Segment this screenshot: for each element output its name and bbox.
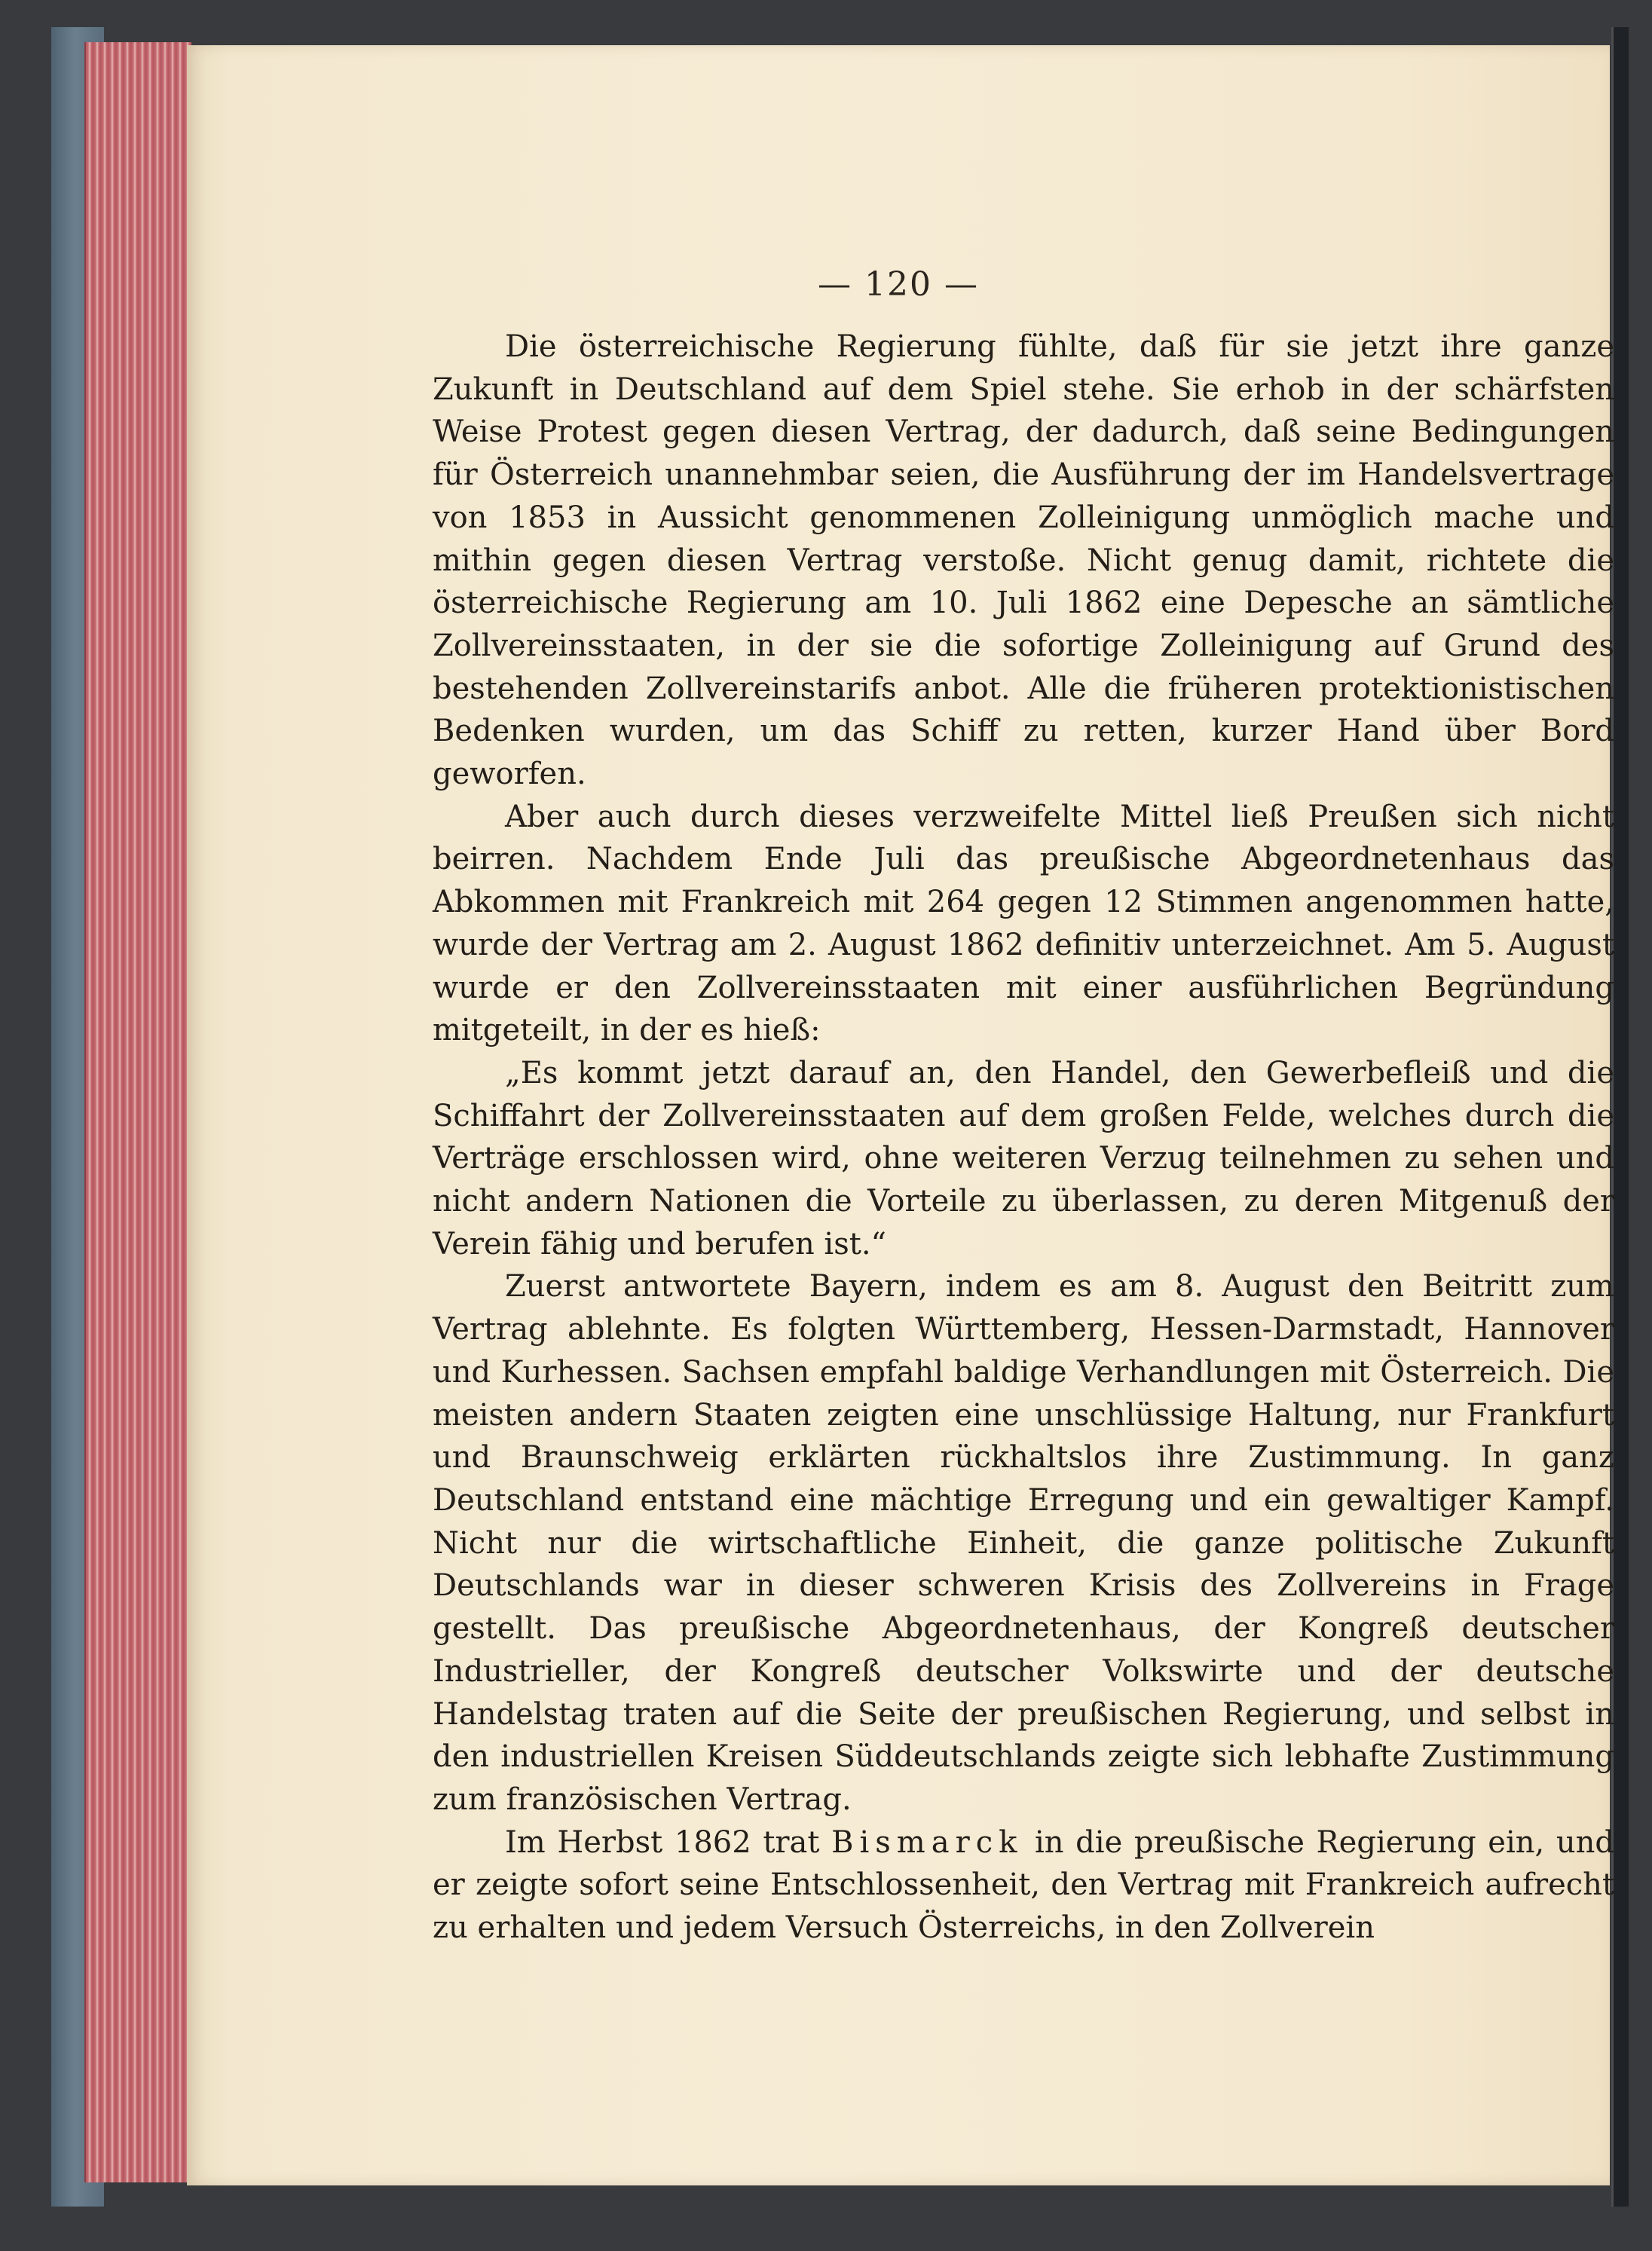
paragraph: Aber auch durch dieses verzweifelte Mittel ließ Preußen sich nicht beirren. Nachdem Ende Juli das preußische Abgeordnetenhaus das Abkommen mit Frankreich mit 264 gegen 12 Stimmen angenommen hatte, wurde der Vertrag am 2. August 1862 definitiv unterzeichnet. Am 5. August wurde er den Zollvereinsstaaten mit einer ausführlichen Begründung mitgeteilt, in der es hieß: [433,799,1614,1048]
paragraph-text: in die preußische Regierung ein, und er zeigte sofort seine Entschlossenheit, den Vertrag mit Frankreich aufrecht zu erhalten und jedem Versuch Österreichs, in den Zollverein [433,1824,1614,1946]
book-page [187,45,1614,2185]
page-body [433,326,1614,1950]
paragraph-text: Im Herbst 1862 trat [505,1824,832,1860]
quote-paragraph: „Es kommt jetzt darauf an, den Handel, den Gewerbefleiß und die Schiffahrt der Zollvereinsstaaten auf dem großen Felde, welches durch die Verträge erschlossen wird, ohne weiteren Verzug teilnehmen zu sehen und nicht andern Nationen die Vorteile zu überlassen, zu deren Mitgenuß der Verein fähig und berufen ist.“ [433,1055,1614,1262]
paragraph: Die österreichische Regierung fühlte, daß für sie jetzt ihre ganze Zukunft in Deutschland auf dem Spiel stehe. Sie erhob in der schärfsten Weise Protest gegen diesen Vertrag, der dadurch, daß seine Bedingungen für Österreich unannehmbar seien, die Ausführung der im Handelsvertrage von 1853 in Aussicht genommenen Zolleinigung unmöglich mache und mithin gegen diesen Vertrag verstoße. Nicht genug damit, richtete die österreichische Regierung am 10. Juli 1862 eine Depesche an sämtliche Zollvereinsstaaten, in der sie die sofortige Zolleinigung auf Grund des bestehenden Zollvereinstarifs anbot. Alle die früheren protektionistischen Bedenken wurden, um das Schiff zu retten, kurzer Hand über Bord geworfen. [433,329,1614,792]
paragraph [433,1821,1614,1950]
page-edges [84,42,191,2182]
paragraph: Zuerst antwortete Bayern, indem es am 8. August den Beitritt zum Vertrag ablehnte. Es folgten Württemberg, Hessen-Darmstadt, Hannover und Kurhessen. Sachsen empfahl baldige Verhandlungen mit Österreich. Die meisten andern Staaten zeigten eine unschlüssige Haltung, nur Frankfurt und Braunschweig erklärten rückhaltslos ihre Zustimmung. In ganz Deutschland entstand eine mächtige Erregung und ein gewaltiger Kampf. Nicht nur die wirtschaftliche Einheit, die ganze politische Zukunft Deutschlands war in dieser schweren Krisis des Zollvereins in Frage gestellt. Das preußische Abgeordnetenhaus, der Kongreß deutscher Industrieller, der Kongreß deutscher Volkswirte und der deutsche Handelstag traten auf die Seite der preußischen Regierung, und selbst in den industriellen Kreisen Süddeutschlands zeigte sich lebhafte Zustimmung zum französischen Vertrag. [433,1269,1614,1817]
emphasized-name: Bismarck [831,1824,1023,1860]
page-number: — 120 — [818,265,979,304]
